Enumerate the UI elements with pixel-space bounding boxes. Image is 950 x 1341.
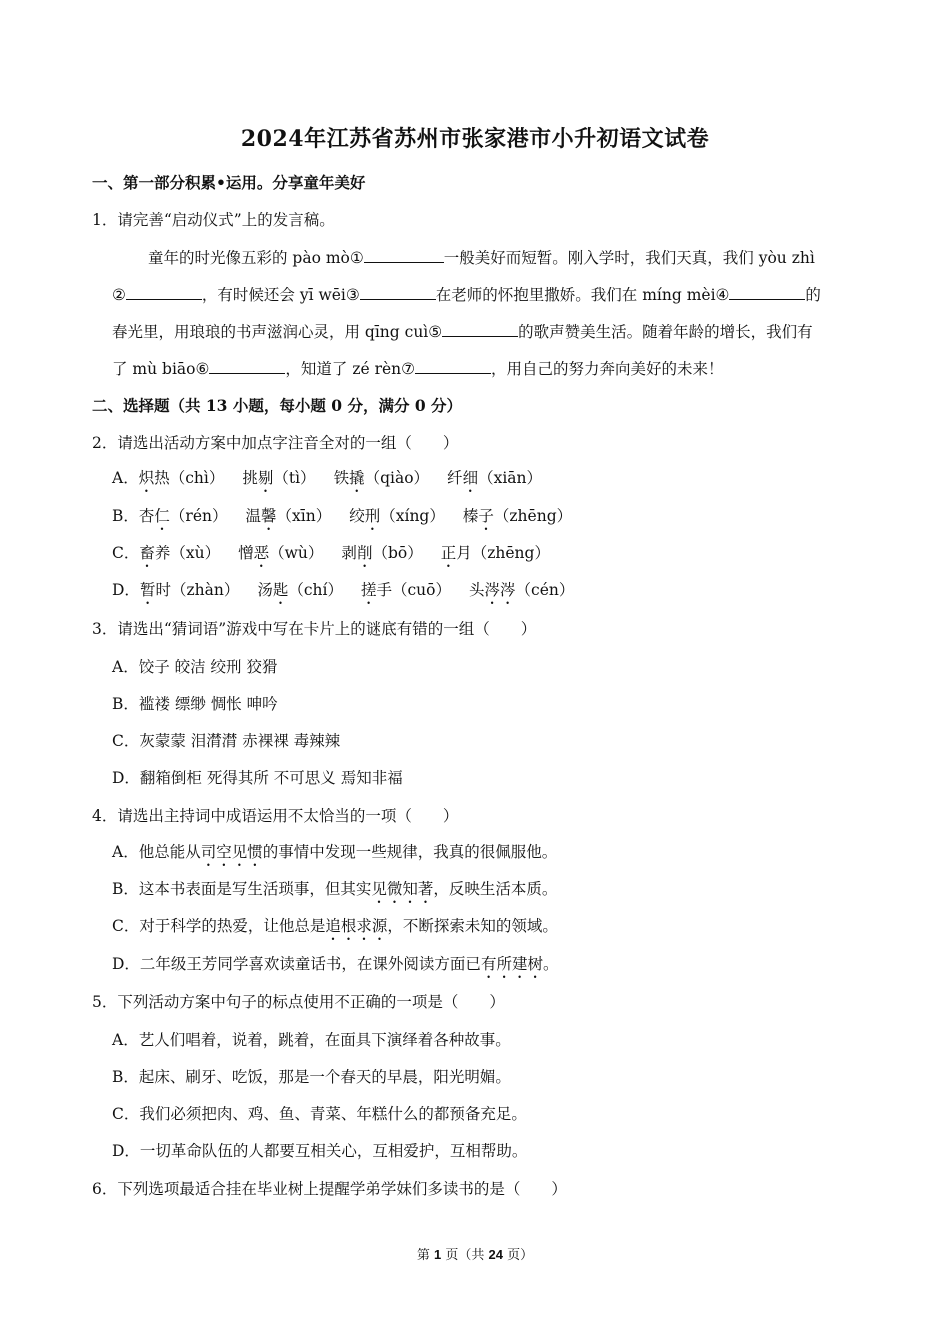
word: 榛 xyxy=(462,507,479,525)
q1-line2 xyxy=(112,283,821,306)
page-footer xyxy=(0,1244,950,1263)
option-text: B．这本书表面是写生活琐事，但其实 xyxy=(112,880,372,898)
word: 汤 xyxy=(257,581,273,599)
blank-5[interactable] xyxy=(442,320,518,337)
option-text: ，反映生活本质。 xyxy=(433,880,558,898)
dotted-char: 细 xyxy=(462,469,479,487)
word: （qiào） xyxy=(364,469,430,487)
dotted-idiom: 有所建树 xyxy=(480,955,543,973)
option-label: A． xyxy=(112,469,139,487)
q1-line4 xyxy=(112,357,724,380)
word: 温 xyxy=(245,507,262,525)
word: 时（zhàn） xyxy=(155,581,240,599)
q1-text: 一般美好而短暂。刚入学时，我们天真，我们 yòu zhì xyxy=(443,249,815,267)
word: 剥 xyxy=(341,544,357,562)
blank-1[interactable] xyxy=(364,246,444,263)
option-text: ，不断探索未知的领域。 xyxy=(387,917,558,935)
q2-option-d[interactable] xyxy=(112,579,574,608)
word: 杏 xyxy=(138,507,155,525)
q1-text: 春光里，用琅琅的书声滋润心灵，用 qīng cuì⑤ xyxy=(112,323,443,341)
dotted-char: 畜 xyxy=(139,544,155,562)
page-number: 1 xyxy=(434,1247,442,1262)
word: 铁 xyxy=(333,469,350,487)
word: 热（chì） xyxy=(154,469,225,487)
q3-option-b[interactable]: B．褴褛 缥缈 惆怅 呻吟 xyxy=(112,695,278,713)
dotted-char: 暂 xyxy=(139,581,156,599)
word: 月（zhēng） xyxy=(456,544,550,562)
word: 绞 xyxy=(349,507,365,525)
blank-7[interactable] xyxy=(415,357,491,374)
q2-option-a[interactable] xyxy=(112,467,542,496)
dotted-char: 馨 xyxy=(261,507,277,525)
q1-text: 的歌声赞美生活。随着年龄的增长，我们有 xyxy=(518,323,813,341)
word: （zhēng） xyxy=(493,507,573,525)
dotted-char: 撬 xyxy=(349,469,365,487)
option-label: D． xyxy=(112,581,140,599)
section2-heading: 二、选择题（共 13 小题，每小题 0 分，满分 0 分） xyxy=(92,396,463,415)
dotted-char: 子 xyxy=(478,507,494,525)
q1-text: ，用自己的努力奔向美好的未来！ xyxy=(491,360,724,378)
word: （bō） xyxy=(372,544,423,562)
q5-option-a[interactable]: A．艺人们唱着，说着，跳着，在面具下演绎着各种故事。 xyxy=(112,1031,511,1049)
q1-line3 xyxy=(112,320,813,343)
word: （wù） xyxy=(269,544,324,562)
q1-text: ，有时候还会 yī wēi③ xyxy=(201,286,360,304)
q1-text: 童年的时光像五彩的 pào mò① xyxy=(148,249,364,267)
q5-option-b[interactable]: B．起床、刷牙、吃饭，那是一个春天的早晨，阳光明媚。 xyxy=(112,1068,511,1086)
q1-text: 的 xyxy=(805,286,821,304)
word: （tì） xyxy=(273,469,316,487)
blank-6[interactable] xyxy=(209,357,285,374)
dotted-char: 涔涔 xyxy=(484,581,516,599)
word: （rén） xyxy=(169,507,228,525)
q6-stem: 6．下列选项最适合挂在毕业树上提醒学弟学妹们多读书的是（ ） xyxy=(92,1180,567,1198)
q1-text: ② xyxy=(112,286,126,304)
word: 挑 xyxy=(242,469,258,487)
word: （chí） xyxy=(288,581,343,599)
blank-4[interactable] xyxy=(729,283,805,300)
dotted-char: 仁 xyxy=(154,507,170,525)
q4-option-a[interactable] xyxy=(112,841,557,870)
dotted-char: 匙 xyxy=(272,581,289,599)
q3-option-a[interactable]: A．饺子 皎洁 绞刑 狡猾 xyxy=(112,658,278,676)
option-text: A．他总能从 xyxy=(112,843,201,861)
dotted-char: 正 xyxy=(440,544,457,562)
q1-stem: 1．请完善“启动仪式”上的发言稿。 xyxy=(92,211,335,229)
dotted-char: 剔 xyxy=(257,469,274,487)
q2-stem: 2．请选出活动方案中加点字注音全对的一组（ ） xyxy=(92,434,459,452)
word: 头 xyxy=(469,581,485,599)
section1-heading: 一、第一部分积累•运用。分享童年美好 xyxy=(92,173,366,192)
word: （xīn） xyxy=(276,507,332,525)
footer-text: 页） xyxy=(502,1248,534,1263)
dotted-char: 搓 xyxy=(360,581,377,599)
word: （cén） xyxy=(515,581,575,599)
option-text: D．二年级王芳同学喜欢读童话书，在课外阅读方面已 xyxy=(112,955,481,973)
word: 养（xù） xyxy=(154,544,221,562)
footer-text: 第 xyxy=(416,1248,435,1263)
footer-text: 页（共 xyxy=(441,1248,489,1263)
q1-text: 了 mù biāo⑥ xyxy=(112,360,210,378)
dotted-idiom: 见微知著 xyxy=(371,880,434,898)
dotted-char: 削 xyxy=(356,544,373,562)
q3-option-d[interactable]: D．翻箱倒柜 死得其所 不可思义 焉知非福 xyxy=(112,769,403,787)
q4-option-d[interactable] xyxy=(112,953,558,982)
q4-option-b[interactable] xyxy=(112,878,557,907)
word: 纤 xyxy=(447,469,463,487)
q1-text: 在老师的怀抱里撒娇。我们在 míng mèi④ xyxy=(435,286,730,304)
q5-stem: 5．下列活动方案中句子的标点使用不正确的一项是（ ） xyxy=(92,993,505,1011)
option-label: C． xyxy=(112,544,140,562)
word: （xiān） xyxy=(478,469,543,487)
blank-2[interactable] xyxy=(126,283,202,300)
q3-option-c[interactable]: C．灰蒙蒙 泪潸潸 赤裸裸 毒辣辣 xyxy=(112,732,341,750)
blank-3[interactable] xyxy=(360,283,436,300)
q2-option-b[interactable] xyxy=(112,505,572,534)
dotted-idiom: 追根求源 xyxy=(325,917,388,935)
q5-option-c[interactable]: C．我们必须把肉、鸡、鱼、青菜、年糕什么的都预备充足。 xyxy=(112,1105,527,1123)
dotted-idiom: 司空见惯 xyxy=(200,843,263,861)
dotted-char: 炽 xyxy=(138,469,155,487)
option-label: B． xyxy=(112,507,139,525)
q5-option-d[interactable]: D．一切革命队伍的人都要互相关心，互相爱护，互相帮助。 xyxy=(112,1142,528,1160)
total-pages: 24 xyxy=(488,1247,503,1262)
dotted-char: 恶 xyxy=(253,544,270,562)
word: 憎 xyxy=(238,544,254,562)
word: 手（cuō） xyxy=(376,581,451,599)
q4-option-c[interactable] xyxy=(112,915,558,944)
option-text: 的事情中发现一些规律，我真的很佩服他。 xyxy=(262,843,558,861)
q2-option-c[interactable] xyxy=(112,542,550,571)
exam-title: 2024年江苏省苏州市张家港市小升初语文试卷 xyxy=(240,126,710,152)
q1-text: ，知道了 zé rèn⑦ xyxy=(285,360,416,378)
q4-stem: 4．请选出主持词中成语运用不太恰当的一项（ ） xyxy=(92,807,459,825)
q1-line1 xyxy=(148,246,815,269)
word: （xíng） xyxy=(380,507,445,525)
option-text: C．对于科学的热爱，让他总是 xyxy=(112,917,326,935)
q3-stem: 3．请选出“猜词语”游戏中写在卡片上的谜底有错的一组（ ） xyxy=(92,620,537,638)
dotted-char: 刑 xyxy=(364,507,381,525)
option-text: 。 xyxy=(542,955,559,973)
